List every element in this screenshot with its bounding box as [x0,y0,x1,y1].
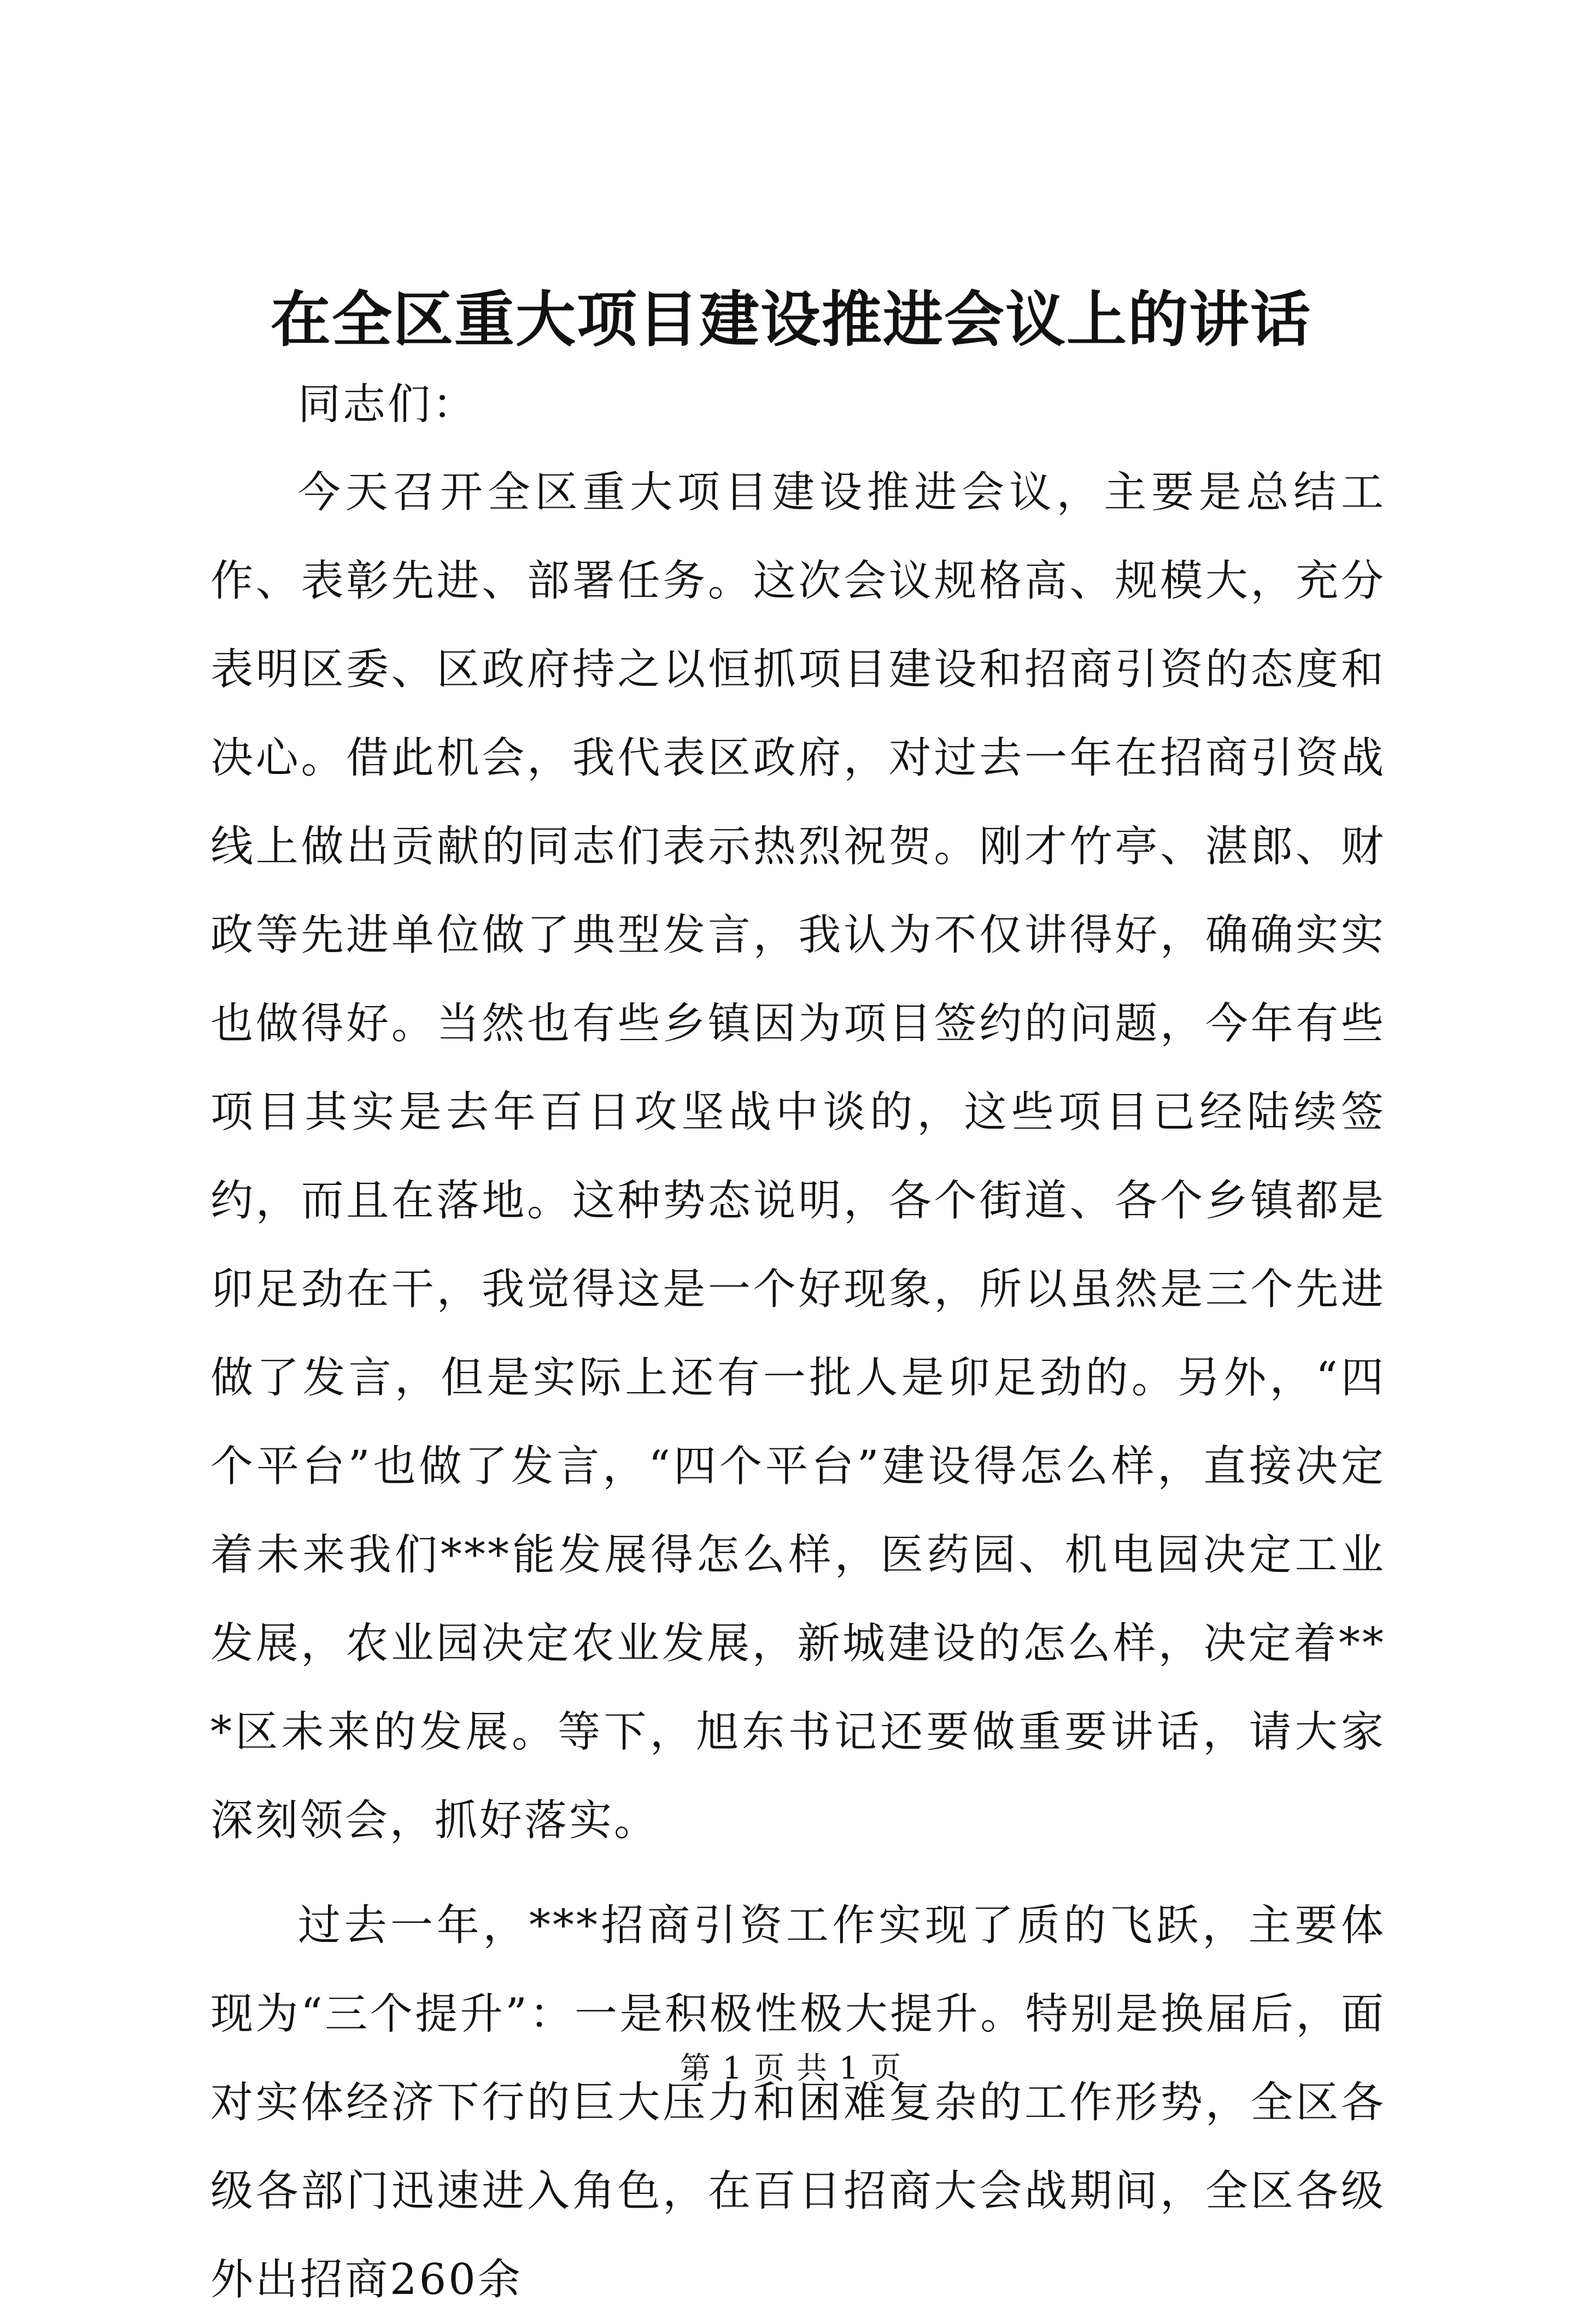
document-body [210,361,1386,2324]
paragraph-2: 过去一年，***招商引资工作实现了质的飞跃，主要体现为“三个提升”：一是积极性极大提升。特别是换届后，面对实体经济下行的巨大压力和困难复杂的工作形势，全区各级各部门迅速进入角色，在百日招商大会战期间，全区各级外出招商260余 [210,1901,1386,2304]
paragraph-1: 今天召开全区重大项目建设推进会议，主要是总结工作、表彰先进、部署任务。这次会议规格高、规模大，充分表明区委、区政府持之以恒抓项目建设和招商引资的态度和决心。借此机会，我代表区政府，对过去一年在招商引资战线上做出贡献的同志们表示热烈祝贺。刚才竹亭、湛郎、财政等先进单位做了典型发言，我认为不仅讲得好，确确实实也做得好。当然也有些乡镇因为项目签约的问题，今年有些项目其实是去年百日攻坚战中谈的，这些项目已经陆续签约，而且在落地。这种势态说明，各个街道、各个乡镇都是卯足劲在干，我觉得这是一个好现象，所以虽然是三个先进做了发言，但是实际上还有一批人是卯足劲的。另外，“四个平台”也做了发言，“四个平台”建设得怎么样，直接决定着未来我们***能发展得怎么样，医药园、机电园决定工业发展，农业园决定农业发展，新城建设的怎么样，决定着***区未来的发展。等下，旭东书记还要做重要讲话，请大家深刻领会，抓好落实。 [210,468,1386,1845]
document-title: 在全区重大项目建设推进会议上的讲话 [271,284,1311,355]
page-number-footer: 第 1 页 共 1 页 [679,2051,903,2086]
salutation: 同志们： [298,380,478,429]
